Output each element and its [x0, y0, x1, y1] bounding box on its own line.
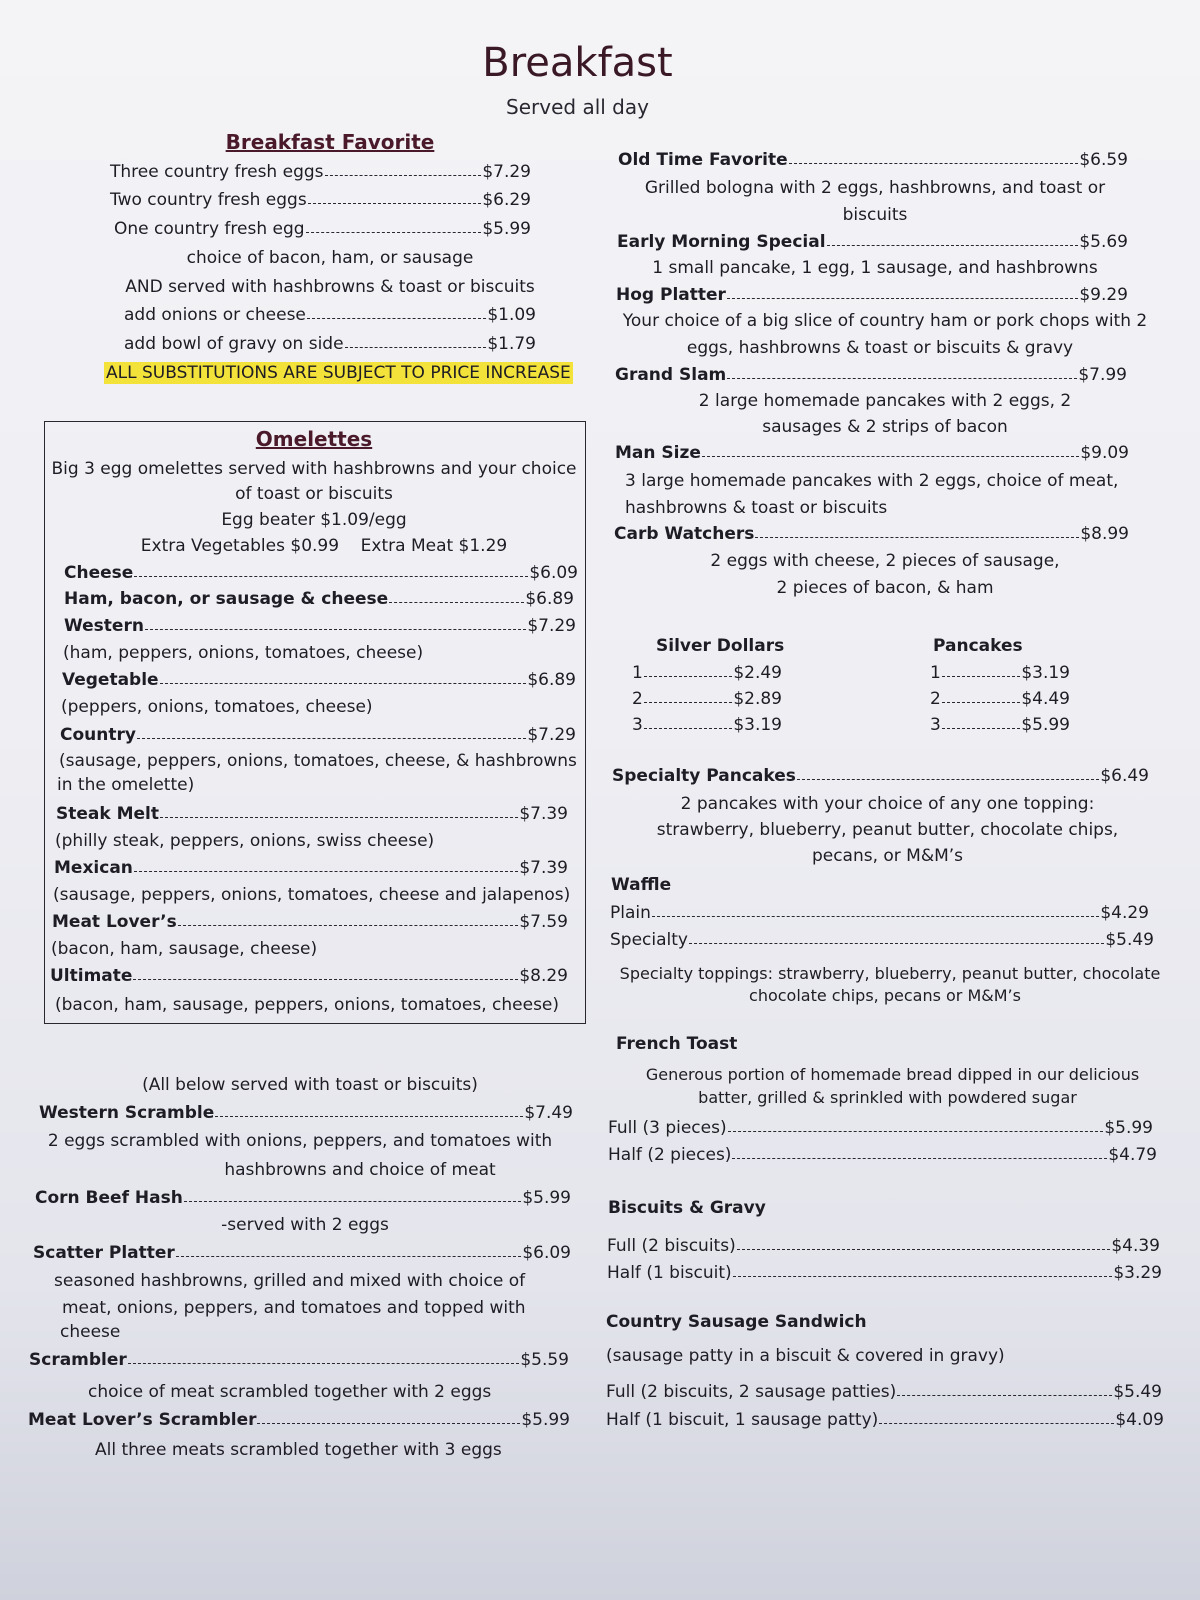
special-desc: sausages & 2 strips of bacon	[762, 417, 1008, 437]
omelette-desc: (sausage, peppers, onions, tomatoes, cheese, & hashbrowns	[59, 751, 577, 771]
biscuits-gravy-item: Half (1 biscuit) $3.29	[607, 1263, 1162, 1283]
waffle-item: Specialty $5.49	[610, 930, 1154, 950]
silver-dollar-row: 2 $2.89	[632, 689, 782, 709]
special-desc: 2 eggs with cheese, 2 pieces of sausage,	[710, 551, 1060, 571]
favorite-heading: Breakfast Favorite	[225, 130, 435, 154]
waffle-note: Specialty toppings: strawberry, blueberry, peanut butter, chocolate	[619, 964, 1161, 983]
specialty-pancakes-desc: 2 pancakes with your choice of any one topping:	[680, 794, 1095, 814]
menu-item: add bowl of gravy on side $1.79	[124, 334, 536, 354]
scramble-desc: cheese	[60, 1322, 121, 1342]
substitution-warning: ALL SUBSTITUTIONS ARE SUBJECT TO PRICE INCREASE	[106, 363, 571, 383]
menu-item: One country fresh egg $5.99	[114, 219, 531, 239]
special-desc: eggs, hashbrowns & toast or biscuits & gravy	[686, 338, 1074, 358]
waffle-heading: Waffle	[611, 875, 672, 895]
egg-beater-note: Egg beater $1.09/egg	[221, 510, 407, 530]
french-toast-heading: French Toast	[616, 1034, 738, 1054]
omelette-item: Vegetable $6.89	[62, 670, 576, 690]
omelettes-intro: Big 3 egg omelettes served with hashbrowns and your choice	[51, 459, 577, 479]
scramble-item: Corn Beef Hash $5.99	[35, 1188, 571, 1208]
omelette-desc: (peppers, onions, tomatoes, cheese)	[61, 697, 373, 717]
biscuits-gravy-item: Full (2 biscuits) $4.39	[607, 1236, 1160, 1256]
special-desc: biscuits	[842, 205, 908, 225]
special-item: Man Size $9.09	[615, 443, 1129, 463]
menu-item: Two country fresh eggs $6.29	[110, 190, 531, 210]
specialty-pancakes-desc: pecans, or M&M’s	[811, 846, 964, 866]
favorite-note: AND served with hashbrowns & toast or biscuits	[125, 277, 535, 297]
omelette-item: Steak Melt $7.39	[56, 804, 568, 824]
biscuits-gravy-heading: Biscuits & Gravy	[608, 1198, 766, 1218]
omelette-desc: (ham, peppers, onions, tomatoes, cheese)	[63, 643, 424, 663]
french-toast-item: Full (3 pieces) $5.99	[608, 1118, 1153, 1138]
waffle-item: Plain $4.29	[610, 903, 1149, 923]
pancake-row: 3 $5.99	[930, 715, 1070, 735]
omelette-desc: (bacon, ham, sausage, peppers, onions, tomatoes, cheese)	[55, 995, 560, 1015]
omelettes-intro: of toast or biscuits	[235, 484, 393, 504]
omelette-item: Mexican $7.39	[54, 858, 568, 878]
special-desc: 2 large homemade pancakes with 2 eggs, 2	[698, 391, 1072, 411]
omelette-desc: in the omelette)	[57, 775, 195, 795]
specialty-pancakes-item: Specialty Pancakes $6.49	[612, 766, 1149, 786]
special-desc: Your choice of a big slice of country ham or pork chops with 2	[622, 311, 1148, 331]
special-item: Old Time Favorite $6.59	[618, 150, 1128, 170]
special-desc: 1 small pancake, 1 egg, 1 sausage, and hashbrowns	[652, 258, 1098, 278]
sausage-sandwich-item: Half (1 biscuit, 1 sausage patty) $4.09	[606, 1410, 1164, 1430]
scramble-item: Western Scramble $7.49	[39, 1103, 573, 1123]
special-item: Early Morning Special $5.69	[617, 232, 1128, 252]
omelette-item: Cheese $6.09	[64, 563, 578, 583]
scramble-desc: meat, onions, peppers, and tomatoes and topped with	[62, 1298, 526, 1318]
omelette-item: Ham, bacon, or sausage & cheese $6.89	[64, 589, 574, 609]
scramble-desc: All three meats scrambled together with 3 eggs	[95, 1440, 502, 1460]
favorite-note: choice of bacon, ham, or sausage	[186, 248, 474, 268]
sausage-sandwich-desc: (sausage patty in a biscuit & covered in gravy)	[606, 1346, 1005, 1366]
sausage-sandwich-heading: Country Sausage Sandwich	[606, 1312, 867, 1332]
special-desc: hashbrowns & toast or biscuits	[625, 498, 888, 518]
silver-dollar-row: 1 $2.49	[632, 663, 782, 683]
waffle-note: chocolate chips, pecans or M&M’s	[749, 986, 1021, 1005]
omelette-desc: (bacon, ham, sausage, cheese)	[51, 939, 318, 959]
silver-dollar-row: 3 $3.19	[632, 715, 782, 735]
scramble-item: Scrambler $5.59	[29, 1350, 569, 1370]
omelette-item: Meat Lover’s $7.59	[52, 912, 568, 932]
omelette-desc: (philly steak, peppers, onions, swiss cheese)	[55, 831, 435, 851]
scramble-desc: choice of meat scrambled together with 2 eggs	[88, 1382, 492, 1402]
special-desc: 3 large homemade pancakes with 2 eggs, choice of meat,	[625, 471, 1119, 491]
scrambles-note: (All below served with toast or biscuits)	[142, 1075, 478, 1095]
special-desc: 2 pieces of bacon, & ham	[776, 578, 994, 598]
omelette-item: Western $7.29	[64, 616, 576, 636]
special-item: Grand Slam $7.99	[615, 365, 1127, 385]
sausage-sandwich-item: Full (2 biscuits, 2 sausage patties) $5.49	[606, 1382, 1162, 1402]
pancakes-heading: Pancakes	[933, 636, 1023, 656]
french-toast-desc: Generous portion of homemade bread dipped in our delicious	[645, 1065, 1140, 1084]
scramble-desc: seasoned hashbrowns, grilled and mixed with choice of	[54, 1271, 526, 1291]
omelette-desc: (sausage, peppers, onions, tomatoes, cheese and jalapenos)	[53, 885, 571, 905]
extras-note: Extra Vegetables $0.99 Extra Meat $1.29	[140, 536, 508, 556]
silver-dollars-heading: Silver Dollars	[656, 636, 785, 656]
special-desc: Grilled bologna with 2 eggs, hashbrowns, and toast or	[644, 178, 1106, 198]
french-toast-item: Half (2 pieces) $4.79	[608, 1145, 1157, 1165]
omelette-item: Country $7.29	[60, 725, 576, 745]
french-toast-desc: batter, grilled & sprinkled with powdered sugar	[698, 1088, 1077, 1107]
scramble-desc: -served with 2 eggs	[221, 1215, 389, 1235]
scramble-item: Meat Lover’s Scrambler $5.99	[28, 1410, 570, 1430]
special-item: Carb Watchers $8.99	[614, 524, 1129, 544]
page-title: Breakfast	[482, 40, 673, 86]
scramble-desc: 2 eggs scrambled with onions, peppers, and tomatoes with	[47, 1131, 553, 1151]
pancake-row: 2 $4.49	[930, 689, 1070, 709]
specialty-pancakes-desc: strawberry, blueberry, peanut butter, chocolate chips,	[656, 820, 1119, 840]
special-item: Hog Platter $9.29	[616, 285, 1128, 305]
menu-item: add onions or cheese $1.09	[124, 305, 536, 325]
scramble-desc: hashbrowns and choice of meat	[224, 1160, 496, 1180]
scramble-item: Scatter Platter $6.09	[33, 1243, 571, 1263]
omelettes-heading: Omelettes	[255, 427, 373, 451]
menu-item: Three country fresh eggs $7.29	[110, 162, 531, 182]
page-subtitle: Served all day	[506, 95, 649, 119]
omelette-item: Ultimate $8.29	[50, 966, 568, 986]
pancake-row: 1 $3.19	[930, 663, 1070, 683]
